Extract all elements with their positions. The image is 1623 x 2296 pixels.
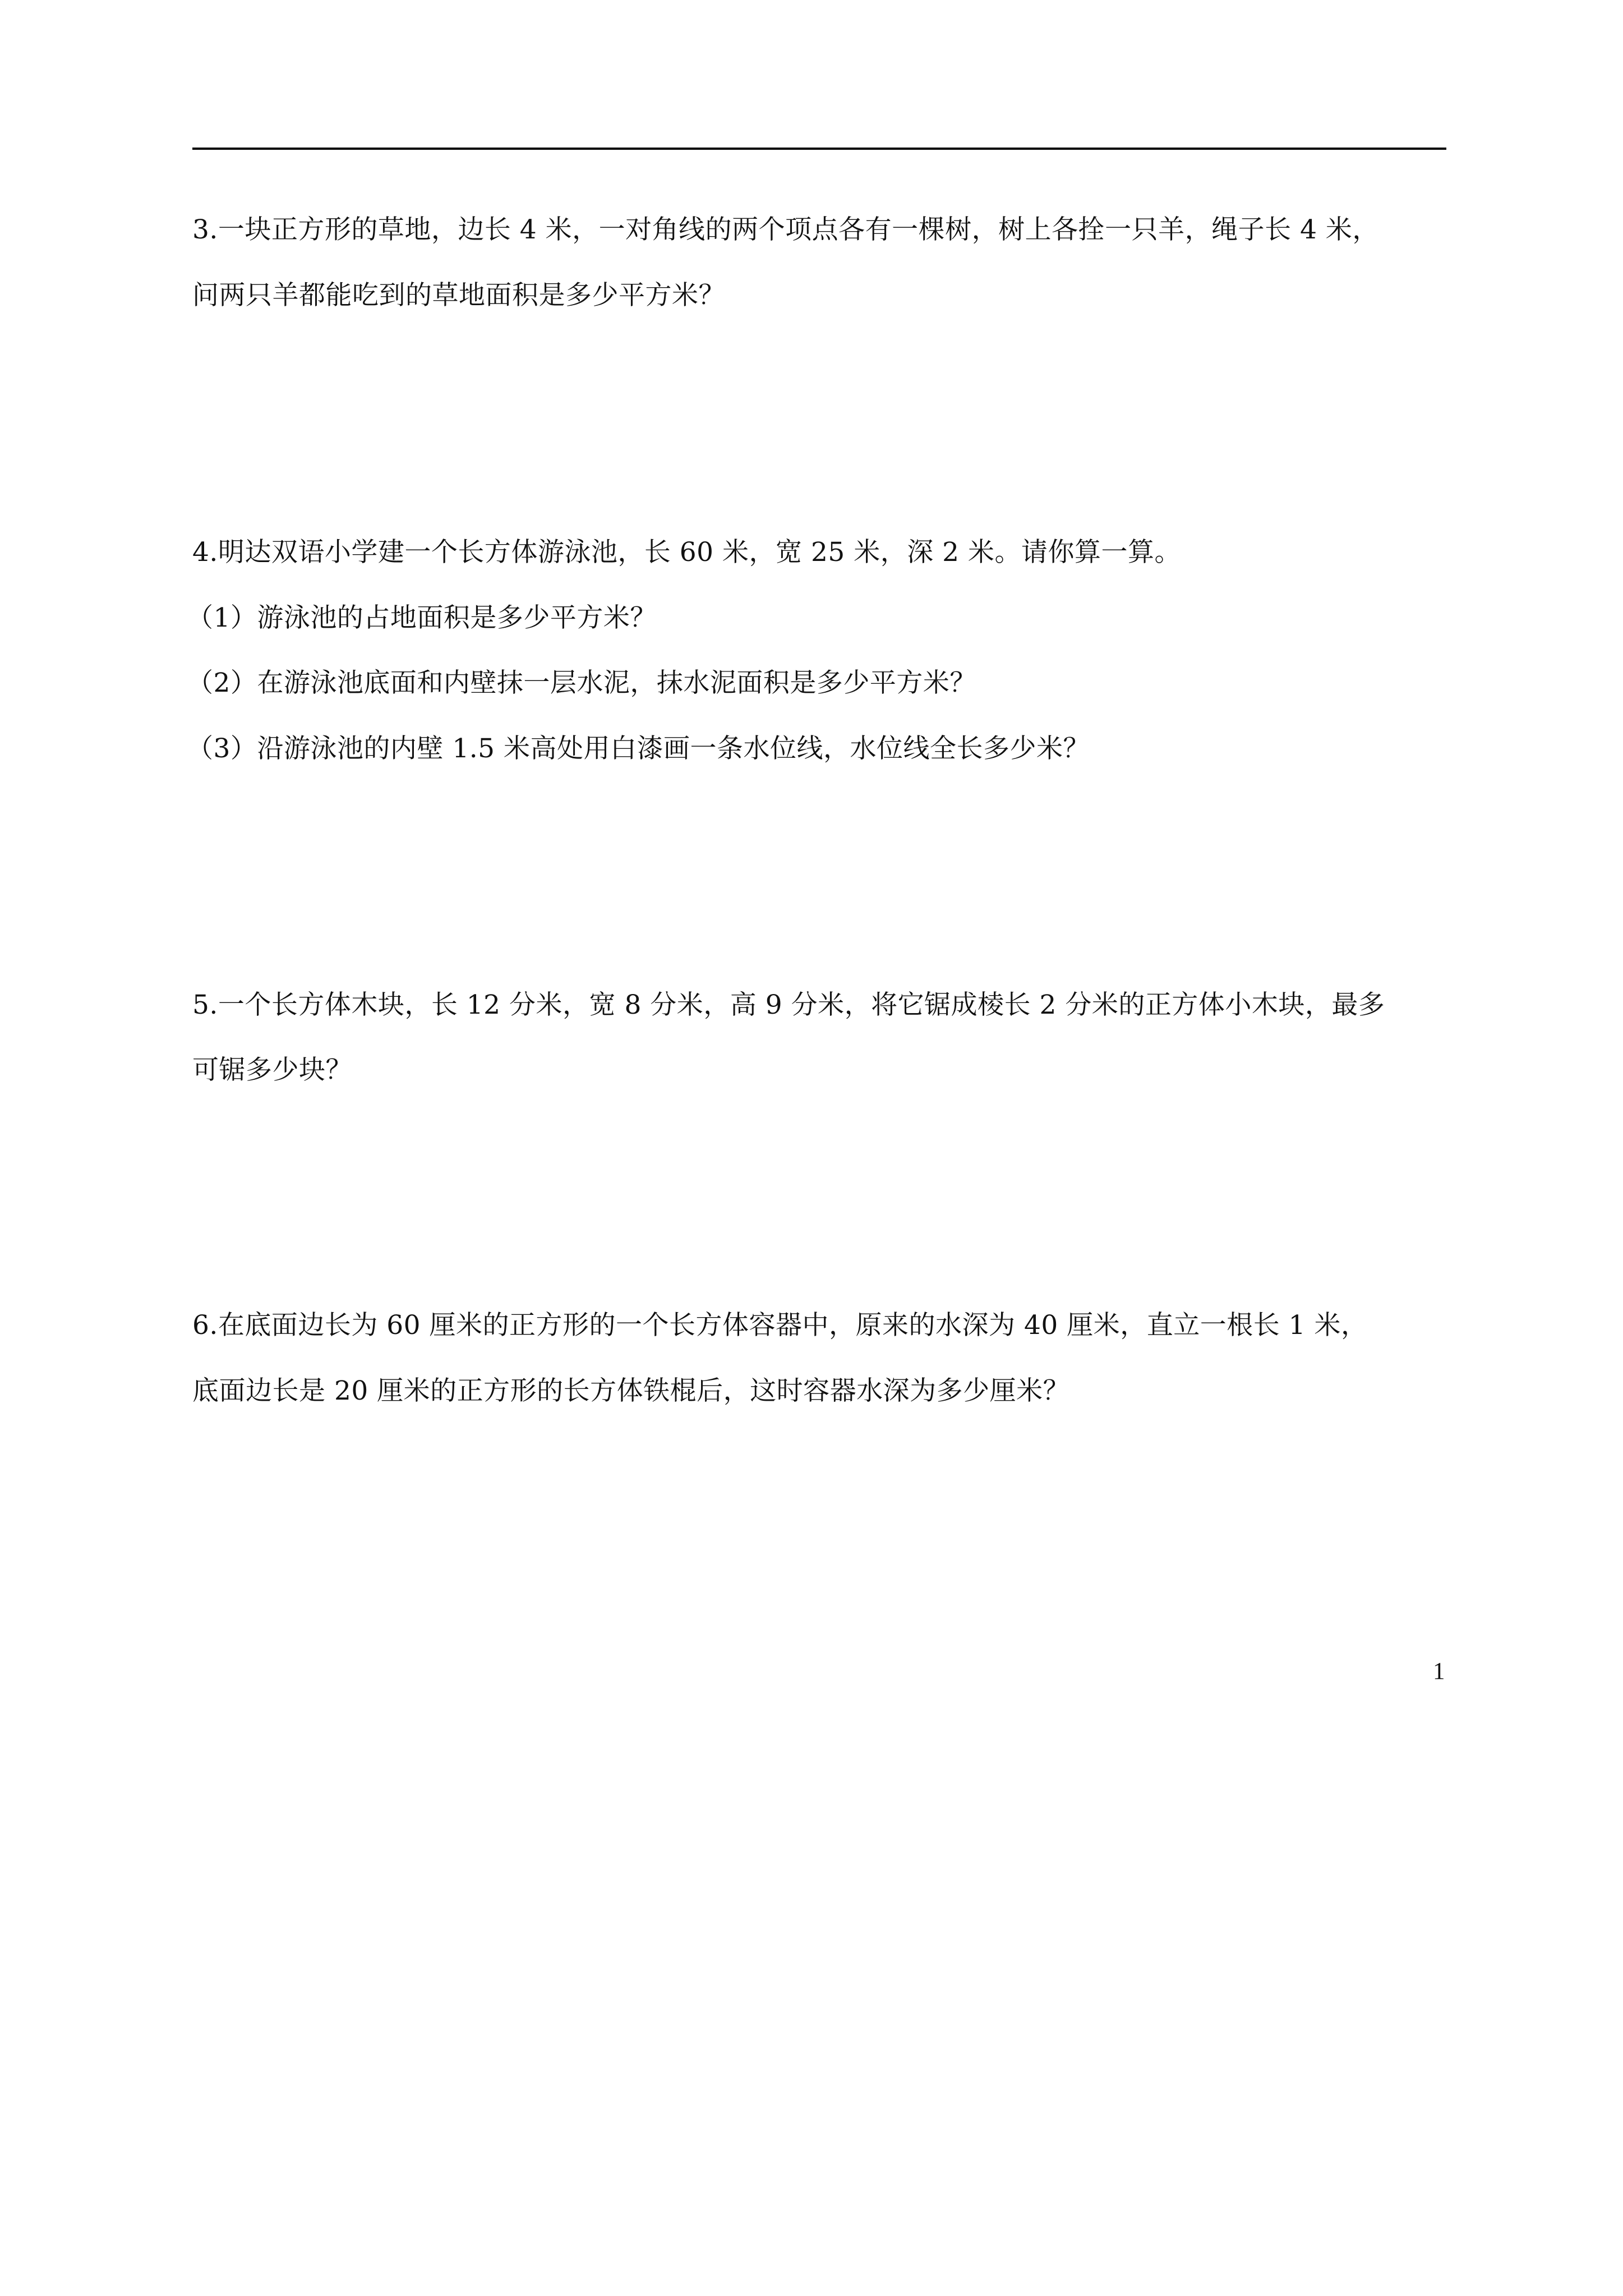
question-4-sub-1: （1）游泳池的占地面积是多少平方米？ xyxy=(187,602,657,633)
question-5-line-1: 5.一个长方体木块，长 12 分米，宽 8 分米，高 9 分米，将它锯成棱长 2 分米的正方体小木块，最多 xyxy=(192,990,1385,1020)
header-rule xyxy=(192,148,1446,150)
question-4-sub-2: （2）在游泳池底面和内壁抹一层水泥，抹水泥面积是多少平方米？ xyxy=(187,668,976,698)
question-3-line-1: 3.一块正方形的草地，边长 4 米，一对角线的两个项点各有一棵树，树上各拴一只羊，绳子长 4 米， xyxy=(192,214,1379,245)
question-6-line-1: 6.在底面边长为 60 厘米的正方形的一个长方体容器中，原来的水深为 40 厘米，直立一根长 1 米， xyxy=(192,1310,1368,1341)
question-4-line-1: 4.明达双语小学建一个长方体游泳池，长 60 米，宽 25 米，深 2 米。请你算一算。 xyxy=(192,537,1181,568)
question-4-sub-3: （3）沿游泳池的内壁 1.5 米高处用白漆画一条水位线，水位线全长多少米？ xyxy=(187,733,1090,764)
question-5-line-2: 可锯多少块？ xyxy=(192,1055,352,1085)
page-number: 1 xyxy=(1433,1658,1445,1685)
question-3-line-2: 问两只羊都能吃到的草地面积是多少平方米？ xyxy=(192,280,725,311)
question-6-line-2: 底面边长是 20 厘米的正方形的长方体铁棍后，这时容器水深为多少厘米？ xyxy=(192,1375,1070,1406)
